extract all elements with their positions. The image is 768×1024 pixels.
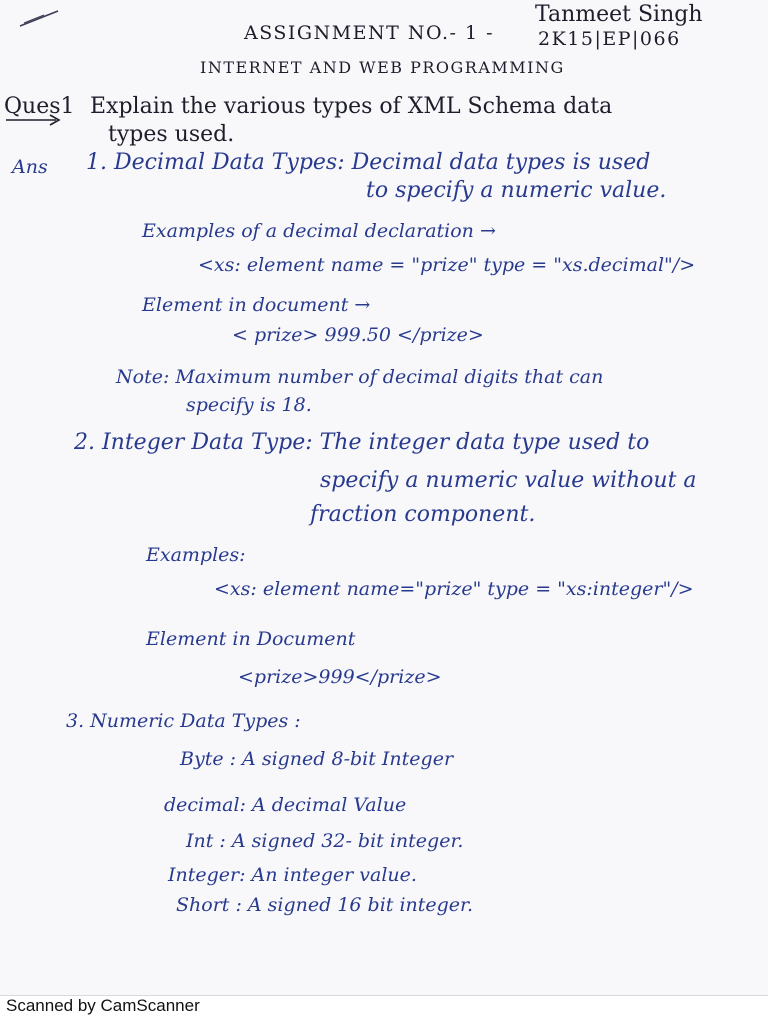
decimal-example-heading: Examples of a decimal declaration →: [142, 220, 496, 242]
decimal-element-code: < prize> 999.50 </prize>: [232, 324, 484, 346]
decimal-note-line-2: specify is 18.: [186, 394, 312, 416]
integer-heading-line-3: fraction component.: [310, 502, 536, 527]
arrow-right-icon: [4, 114, 62, 126]
numeric-heading: 3. Numeric Data Types :: [66, 710, 301, 732]
decimal-note-line-1: Note: Maximum number of decimal digits that can: [116, 366, 604, 388]
numeric-item-int: Int : A signed 32- bit integer.: [186, 830, 464, 852]
question-text-line-1: Explain the various types of XML Schema data: [90, 94, 613, 119]
subject-title: INTERNET AND WEB PROGRAMMING: [200, 58, 565, 77]
check-mark-icon: [18, 8, 60, 30]
integer-example-code: <xs: element name="prize" type = "xs:integer"/>: [214, 578, 694, 600]
integer-element-heading: Element in Document: [146, 628, 356, 650]
decimal-example-code: <xs: element name = "prize" type = "xs.decimal"/>: [198, 254, 696, 276]
numeric-item-decimal: decimal: A decimal Value: [164, 794, 407, 816]
student-name: Tanmeet Singh: [535, 2, 703, 27]
student-roll-number: 2K15|EP|066: [538, 28, 681, 50]
scanner-watermark: Scanned by CamScanner: [6, 996, 200, 1015]
integer-heading-line-2: specify a numeric value without a: [320, 468, 697, 493]
decimal-heading-line-1: 1. Decimal Data Types: Decimal data types is used: [86, 150, 651, 175]
numeric-item-short: Short : A signed 16 bit integer.: [176, 894, 474, 916]
integer-heading-line-1: 2. Integer Data Type: The integer data type used to: [74, 430, 650, 455]
assignment-title: ASSIGNMENT NO.- 1 -: [244, 22, 495, 44]
numeric-item-integer: Integer: An integer value.: [168, 864, 417, 886]
answer-label: Ans: [12, 156, 48, 178]
decimal-element-heading: Element in document →: [142, 294, 371, 316]
numeric-item-byte: Byte : A signed 8-bit Integer: [180, 748, 454, 770]
decimal-heading-line-2: to specify a numeric value.: [366, 178, 667, 203]
integer-example-heading: Examples:: [146, 544, 246, 566]
integer-element-code: <prize>999</prize>: [238, 666, 442, 688]
question-text-line-2: types used.: [108, 122, 235, 147]
question-label: Ques1: [4, 94, 75, 119]
